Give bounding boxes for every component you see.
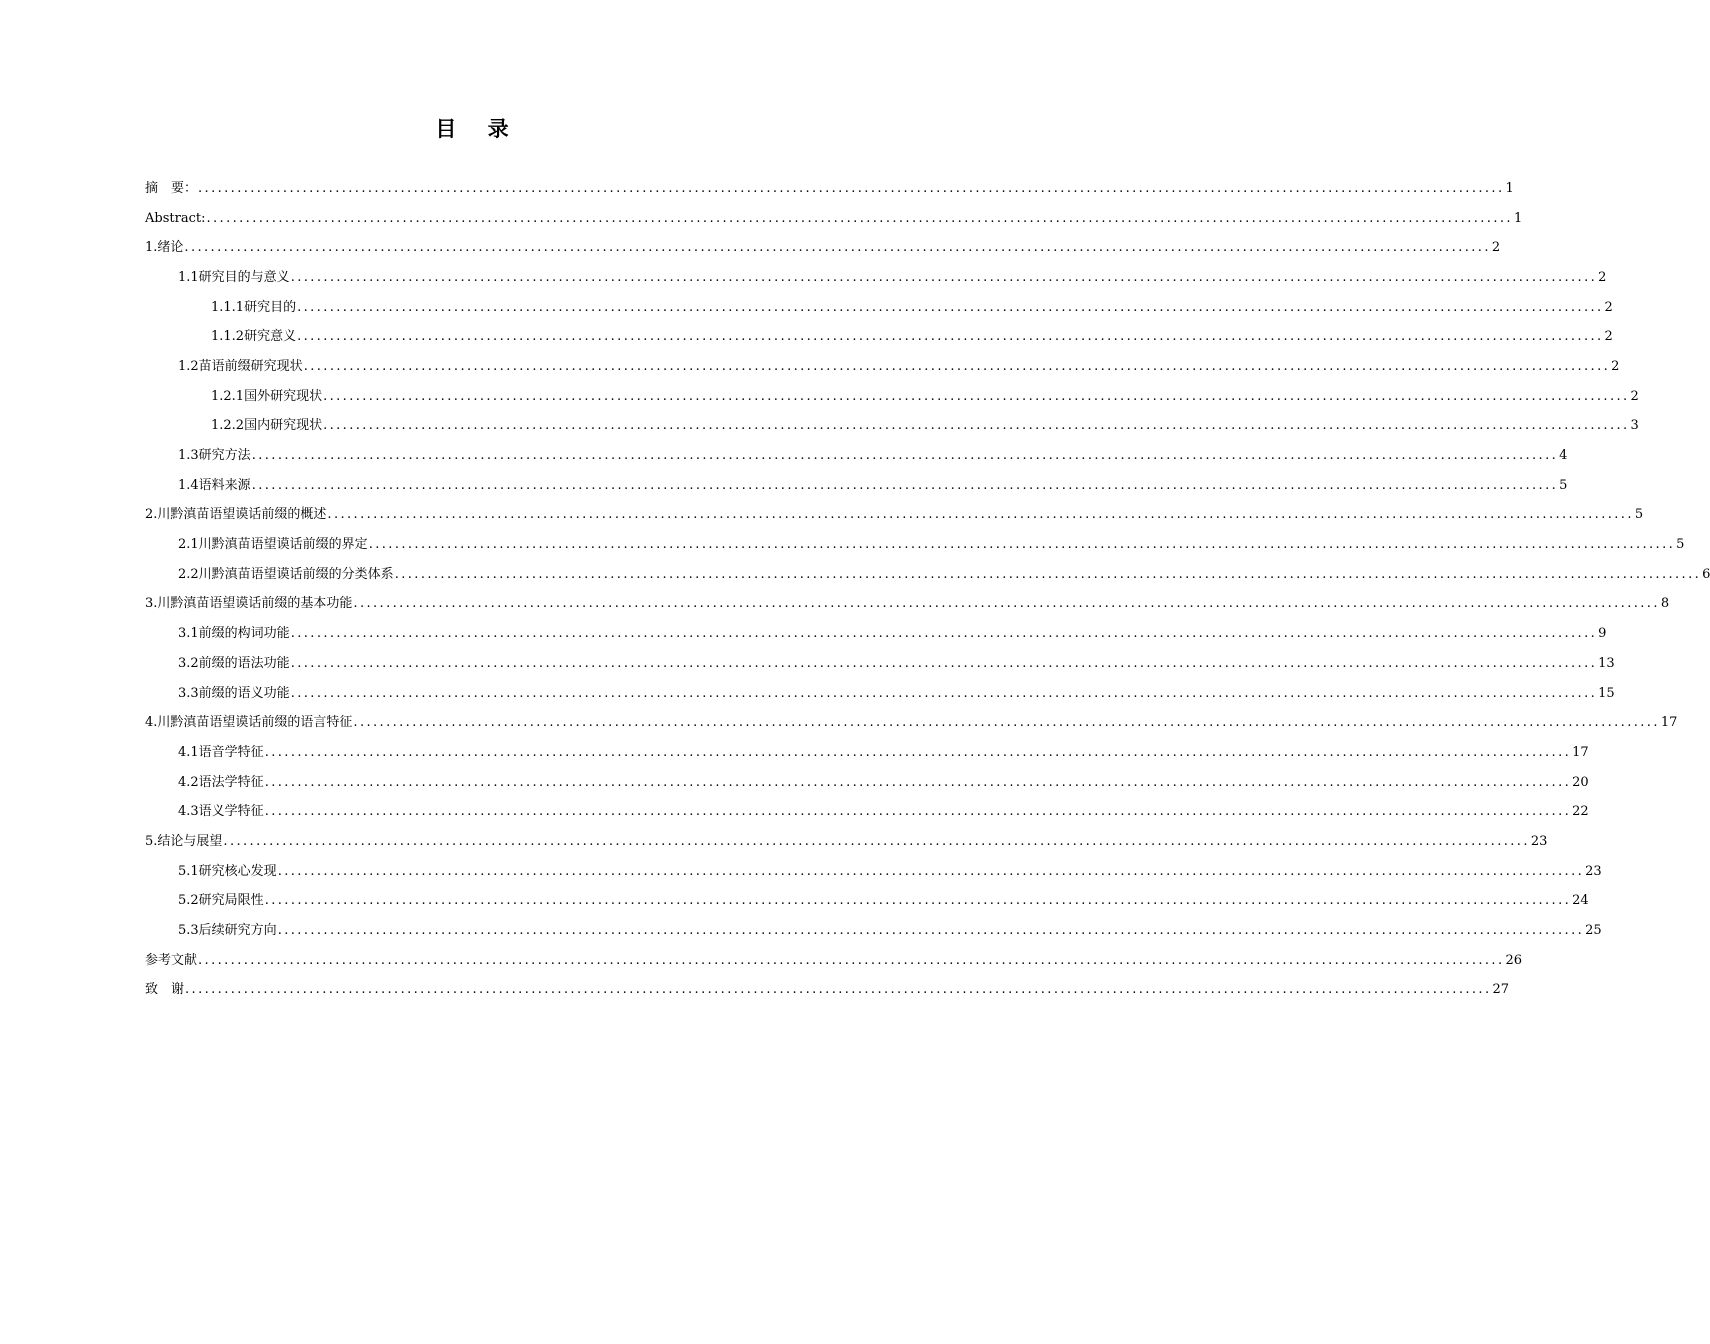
toc-entry[interactable] — [145, 797, 1589, 827]
toc-entry[interactable] — [145, 560, 1710, 590]
dot-leader: ........................................................................................................................................................................................................ — [264, 774, 1572, 790]
toc-entry-page-number: 9 — [1598, 626, 1607, 642]
toc-entry-page-number: 2 — [1491, 240, 1501, 256]
toc-entry-page-number: 5 — [1634, 507, 1644, 523]
toc-entry-page-number: 4 — [1559, 448, 1568, 464]
toc-entry[interactable] — [145, 768, 1589, 798]
toc-entry-label: 1.2.2国内研究现状 — [211, 418, 323, 434]
dot-leader: ........................................................................................................................................................................................................ — [264, 893, 1572, 909]
toc-entry-label: 5.3后续研究方向 — [178, 923, 277, 939]
toc-entry-label: 1.2.1国外研究现状 — [211, 388, 323, 404]
dot-leader: ........................................................................................................................................................................................................ — [323, 388, 1630, 404]
dot-leader: ........................................................................................................................................................................................................ — [198, 180, 1505, 196]
toc-entry-label: 1.1.1研究目的 — [211, 299, 297, 315]
toc-entry[interactable] — [145, 322, 1613, 352]
toc-entry[interactable] — [145, 471, 1568, 501]
dot-leader: ........................................................................................................................................................................................................ — [290, 685, 1598, 701]
dot-leader: ........................................................................................................................................................................................................ — [290, 269, 1598, 285]
toc-entry[interactable] — [145, 501, 1644, 531]
toc-entry-page-number: 20 — [1572, 774, 1589, 790]
toc-entry-label: 2.2川黔滇苗语望谟话前缀的分类体系 — [178, 566, 394, 582]
dot-leader: ........................................................................................................................................................................................................ — [353, 596, 1660, 612]
toc-entry-page-number: 3 — [1630, 418, 1639, 434]
toc-entry-label: 参考文献 — [145, 952, 198, 968]
toc-entry-page-number: 23 — [1585, 863, 1602, 879]
dot-leader: ........................................................................................................................................................................................................ — [368, 537, 1676, 553]
toc-entry[interactable] — [145, 916, 1602, 946]
toc-entry-page-number: 2 — [1630, 388, 1639, 404]
toc-entry-label: 4.1语音学特征 — [178, 744, 264, 760]
toc-entry[interactable] — [145, 738, 1589, 768]
toc-entry[interactable] — [145, 976, 1510, 1006]
toc-entry-page-number: 13 — [1598, 655, 1615, 671]
toc-entry-label: 4.川黔滇苗语望谟话前缀的语言特征 — [145, 715, 353, 731]
toc-entry-label: 5.2研究局限性 — [178, 893, 264, 909]
dot-leader: ........................................................................................................................................................................................................ — [290, 626, 1598, 642]
dot-leader: ........................................................................................................................................................................................................ — [303, 358, 1611, 374]
dot-leader: ........................................................................................................................................................................................................ — [353, 715, 1660, 731]
toc-entry-page-number: 1 — [1505, 180, 1514, 196]
toc-entry[interactable] — [145, 263, 1607, 293]
dot-leader: ........................................................................................................................................................................................................ — [297, 299, 1604, 315]
toc-entry-page-number: 2 — [1604, 299, 1613, 315]
toc-entry-label: 1.1.2研究意义 — [211, 329, 297, 345]
dot-leader: ........................................................................................................................................................................................................ — [264, 804, 1572, 820]
toc-entry-page-number: 24 — [1572, 893, 1589, 909]
toc-entry-page-number: 17 — [1660, 715, 1678, 731]
dot-leader: ........................................................................................................................................................................................................ — [290, 655, 1598, 671]
toc-entry-page-number: 23 — [1530, 833, 1548, 849]
toc-entry-page-number: 2 — [1611, 358, 1620, 374]
toc-entry-page-number: 1 — [1513, 210, 1523, 226]
dot-leader: ........................................................................................................................................................................................................ — [323, 418, 1630, 434]
toc-entry-page-number: 22 — [1572, 804, 1589, 820]
dot-leader: ........................................................................................................................................................................................................ — [277, 923, 1585, 939]
toc-entry[interactable] — [145, 352, 1620, 382]
page-title: 目 录 — [435, 117, 521, 141]
toc-entry-page-number: 27 — [1492, 982, 1510, 998]
toc-entry-label: 4.3语义学特征 — [178, 804, 264, 820]
toc-entry[interactable] — [145, 708, 1678, 738]
toc-entry-label: 2.川黔滇苗语望谟话前缀的概述 — [145, 507, 327, 523]
toc-entry[interactable] — [145, 382, 1639, 412]
dot-leader: ........................................................................................................................................................................................................ — [251, 477, 1559, 493]
toc-entry-label: 3.川黔滇苗语望谟话前缀的基本功能 — [145, 596, 353, 612]
toc-entry-page-number: 26 — [1505, 952, 1523, 968]
toc-entry[interactable] — [145, 649, 1615, 679]
toc-entry-label: 5.1研究核心发现 — [178, 863, 277, 879]
dot-leader: ........................................................................................................................................................................................................ — [264, 744, 1572, 760]
dot-leader: ........................................................................................................................................................................................................ — [223, 833, 1530, 849]
dot-leader: ........................................................................................................................................................................................................ — [198, 952, 1505, 968]
toc-entry-label: 1.4语料来源 — [178, 477, 251, 493]
toc-entry-label: 3.1前缀的构词功能 — [178, 626, 290, 642]
dot-leader: ........................................................................................................................................................................................................ — [251, 448, 1559, 464]
toc-entry[interactable] — [145, 679, 1615, 709]
toc-entry-label: 1.2苗语前缀研究现状 — [178, 358, 303, 374]
toc-entry-label: 1.绪论 — [145, 240, 184, 256]
toc-entry-page-number: 2 — [1598, 269, 1607, 285]
toc-entry-label: 1.1研究目的与意义 — [178, 269, 290, 285]
toc-list — [145, 174, 1710, 1005]
toc-entry[interactable] — [145, 530, 1685, 560]
toc-entry-label: Abstract: — [145, 210, 206, 226]
toc-entry-page-number: 17 — [1572, 744, 1589, 760]
toc-entry-page-number: 5 — [1676, 537, 1685, 553]
toc-entry-label: 致 谢 — [145, 982, 185, 998]
toc-entry-label: 5.结论与展望 — [145, 833, 223, 849]
toc-entry[interactable] — [145, 204, 1523, 234]
toc-entry[interactable] — [145, 441, 1568, 471]
dot-leader: ........................................................................................................................................................................................................ — [206, 210, 1513, 226]
toc-entry[interactable] — [145, 233, 1501, 263]
toc-entry[interactable] — [145, 174, 1514, 204]
toc-entry[interactable] — [145, 590, 1670, 620]
toc-entry-label: 3.2前缀的语法功能 — [178, 655, 290, 671]
toc-entry[interactable] — [145, 412, 1639, 442]
toc-entry-label: 1.3研究方法 — [178, 448, 251, 464]
toc-entry[interactable] — [145, 619, 1607, 649]
dot-leader: ........................................................................................................................................................................................................ — [185, 982, 1492, 998]
toc-entry-page-number: 25 — [1585, 923, 1602, 939]
toc-entry-page-number: 15 — [1598, 685, 1615, 701]
dot-leader: ........................................................................................................................................................................................................ — [184, 240, 1491, 256]
toc-entry-page-number: 5 — [1559, 477, 1568, 493]
toc-entry-label: 4.2语法学特征 — [178, 774, 264, 790]
dot-leader: ........................................................................................................................................................................................................ — [277, 863, 1585, 879]
toc-entry-label: 摘 要： — [145, 180, 198, 196]
toc-entry[interactable] — [145, 887, 1589, 917]
dot-leader: ........................................................................................................................................................................................................ — [394, 566, 1702, 582]
toc-entry-label: 2.1川黔滇苗语望谟话前缀的界定 — [178, 537, 368, 553]
toc-entry[interactable] — [145, 946, 1523, 976]
toc-entry[interactable] — [145, 857, 1602, 887]
toc-entry-page-number: 8 — [1660, 596, 1670, 612]
toc-entry-page-number: 2 — [1604, 329, 1613, 345]
toc-entry-page-number: 6 — [1702, 566, 1710, 582]
toc-entry[interactable] — [145, 827, 1548, 857]
dot-leader: ........................................................................................................................................................................................................ — [297, 329, 1604, 345]
dot-leader: ........................................................................................................................................................................................................ — [327, 507, 1634, 523]
toc-entry-label: 3.3前缀的语义功能 — [178, 685, 290, 701]
toc-entry[interactable] — [145, 293, 1613, 323]
